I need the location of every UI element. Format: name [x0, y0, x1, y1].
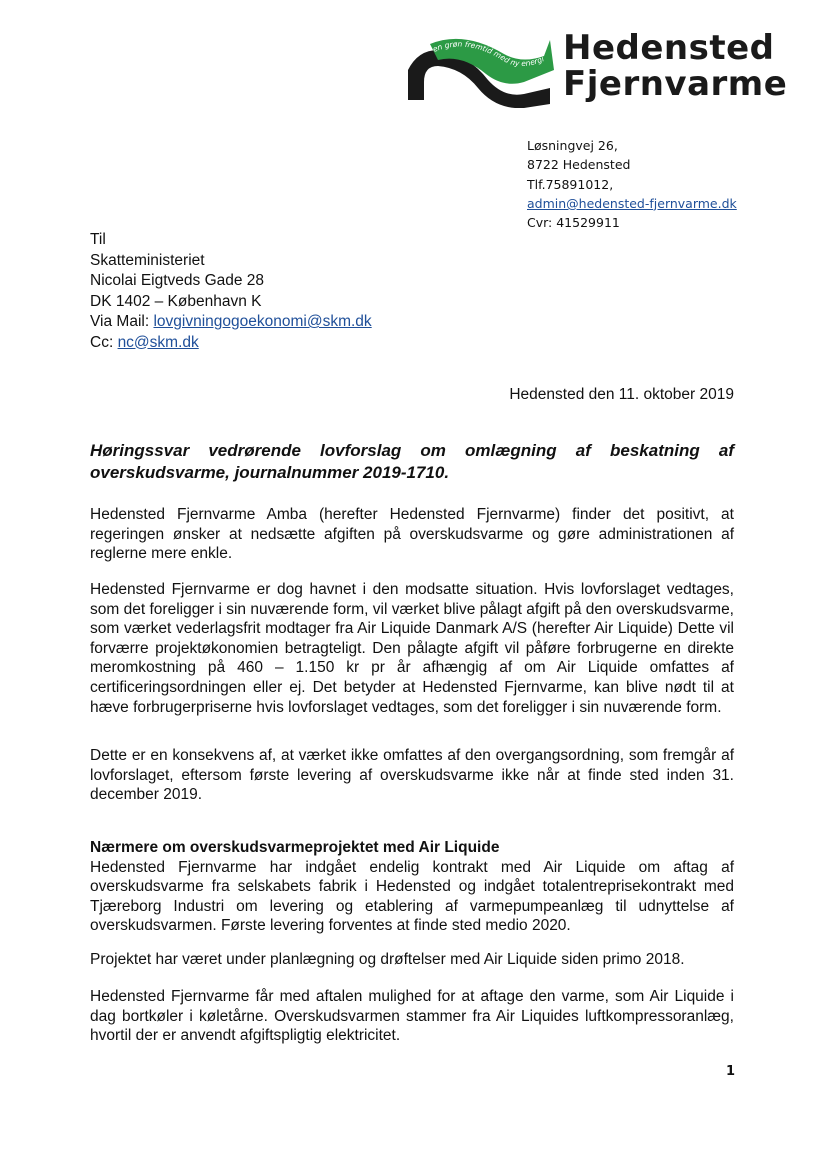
- recipient-city: DK 1402 – København K: [90, 292, 262, 310]
- section-heading: Nærmere om overskudsvarmeprojektet med Air Liquide: [90, 839, 500, 856]
- recipient-address: [90, 230, 372, 353]
- brand-name: [563, 30, 787, 102]
- recipient-to: Til: [90, 231, 106, 248]
- sender-phone: Tlf.75891012,: [527, 176, 614, 192]
- letter-subject: Høringssvar vedrørende lovforslag om omlægning af beskatning af overskudsvarme, journalnummer 2019-1710.: [90, 441, 734, 482]
- recipient-cc-link[interactable]: nc@skm.dk: [117, 333, 199, 351]
- sender-address: [527, 136, 737, 232]
- sender-email-link[interactable]: admin@hedensted-fjernvarme.dk: [527, 195, 737, 211]
- paragraph-6: Hedensted Fjernvarme får med aftalen mulighed for at aftage den varme, som Air Liquide i dag bortkøler i køletårne. Overskudsvarmen stammer fra Air Liquides luftkompressoranlæg, hvortil der er anvendt afgiftspligtig elektricitet.: [90, 988, 734, 1045]
- recipient-street: Nicolai Eigtveds Gade 28: [90, 272, 265, 289]
- recipient-mail-line: [90, 312, 372, 333]
- logo-slogan: en grøn fremtid med ny energi: [431, 39, 546, 69]
- paragraph-5: Projektet har været under planlægning og drøftelser med Air Liquide siden primo 2018.: [90, 951, 685, 968]
- recipient-mail-link[interactable]: lovgivningogoekonomi@skm.dk: [153, 313, 372, 330]
- sender-cvr: Cvr: 41529911: [527, 215, 620, 231]
- company-logo: [404, 30, 554, 108]
- cc-prefix: Cc:: [90, 333, 118, 351]
- mail-prefix: Via Mail:: [90, 313, 154, 330]
- paragraph-1: Hedensted Fjernvarme Amba (herefter Hedensted Fjernvarme) finder det positivt, at regeringen ønsker at nedsætte afgiften på overskudsvarme og gøre administrationen af reglerne mere enkle.: [90, 506, 734, 563]
- section-block: [90, 838, 734, 936]
- recipient-cc-line: [90, 333, 372, 354]
- sender-street: Løsningvej 26,: [527, 138, 618, 153]
- brand-line-1: Hedensted: [563, 28, 775, 68]
- recipient-org: Skatteministeriet: [90, 251, 205, 269]
- sender-city: 8722 Hedensted: [527, 157, 631, 173]
- paragraph-3: Dette er en konsekvens af, at værket ikke omfattes af den overgangsordning, som fremgår af lovforslaget, eftersom første levering af overskudsvarme ikke når at finde sted inden 31. december 2019.: [90, 747, 734, 804]
- letter-date: Hedensted den 11. oktober 2019: [509, 386, 734, 403]
- brand-line-2: Fjernvarme: [563, 64, 788, 104]
- page-number: 1: [726, 1064, 736, 1079]
- paragraph-4: Hedensted Fjernvarme har indgået endelig kontrakt med Air Liquide om aftag af overskudsvarme fra selskabets fabrik i Hedensted og indgået totalentreprisekontrakt med Tjæreborg Industri om levering og etablering af varmepumpeanlæg til udnyttelse af overskudsvarmen. Første levering forventes at finde sted medio 2020.: [90, 858, 734, 935]
- paragraph-2: Hedensted Fjernvarme er dog havnet i den modsatte situation. Hvis lovforslaget vedtages, som det foreligger i sin nuværende form, vil værket blive pålagt afgift på den overskudsvarme, som værket vederlagsfrit modtager fra Air Liquide Danmark A/S (herefter Air Liquide) Dette vil forværre projektøkonomien betragteligt. Den pålagte afgift vil påføre forbrugerne en direkte meromkostning på 460 – 1.150 kr pr år afhængig af om Air Liquide omfattes af certificeringsordningen eller ej. Det betyder at Hedensted Fjernvarme, kan blive nødt til at hæve forbrugerpriserne hvis lovforslaget vedtages, som det foreligger i sin nuværende form.: [90, 581, 734, 716]
